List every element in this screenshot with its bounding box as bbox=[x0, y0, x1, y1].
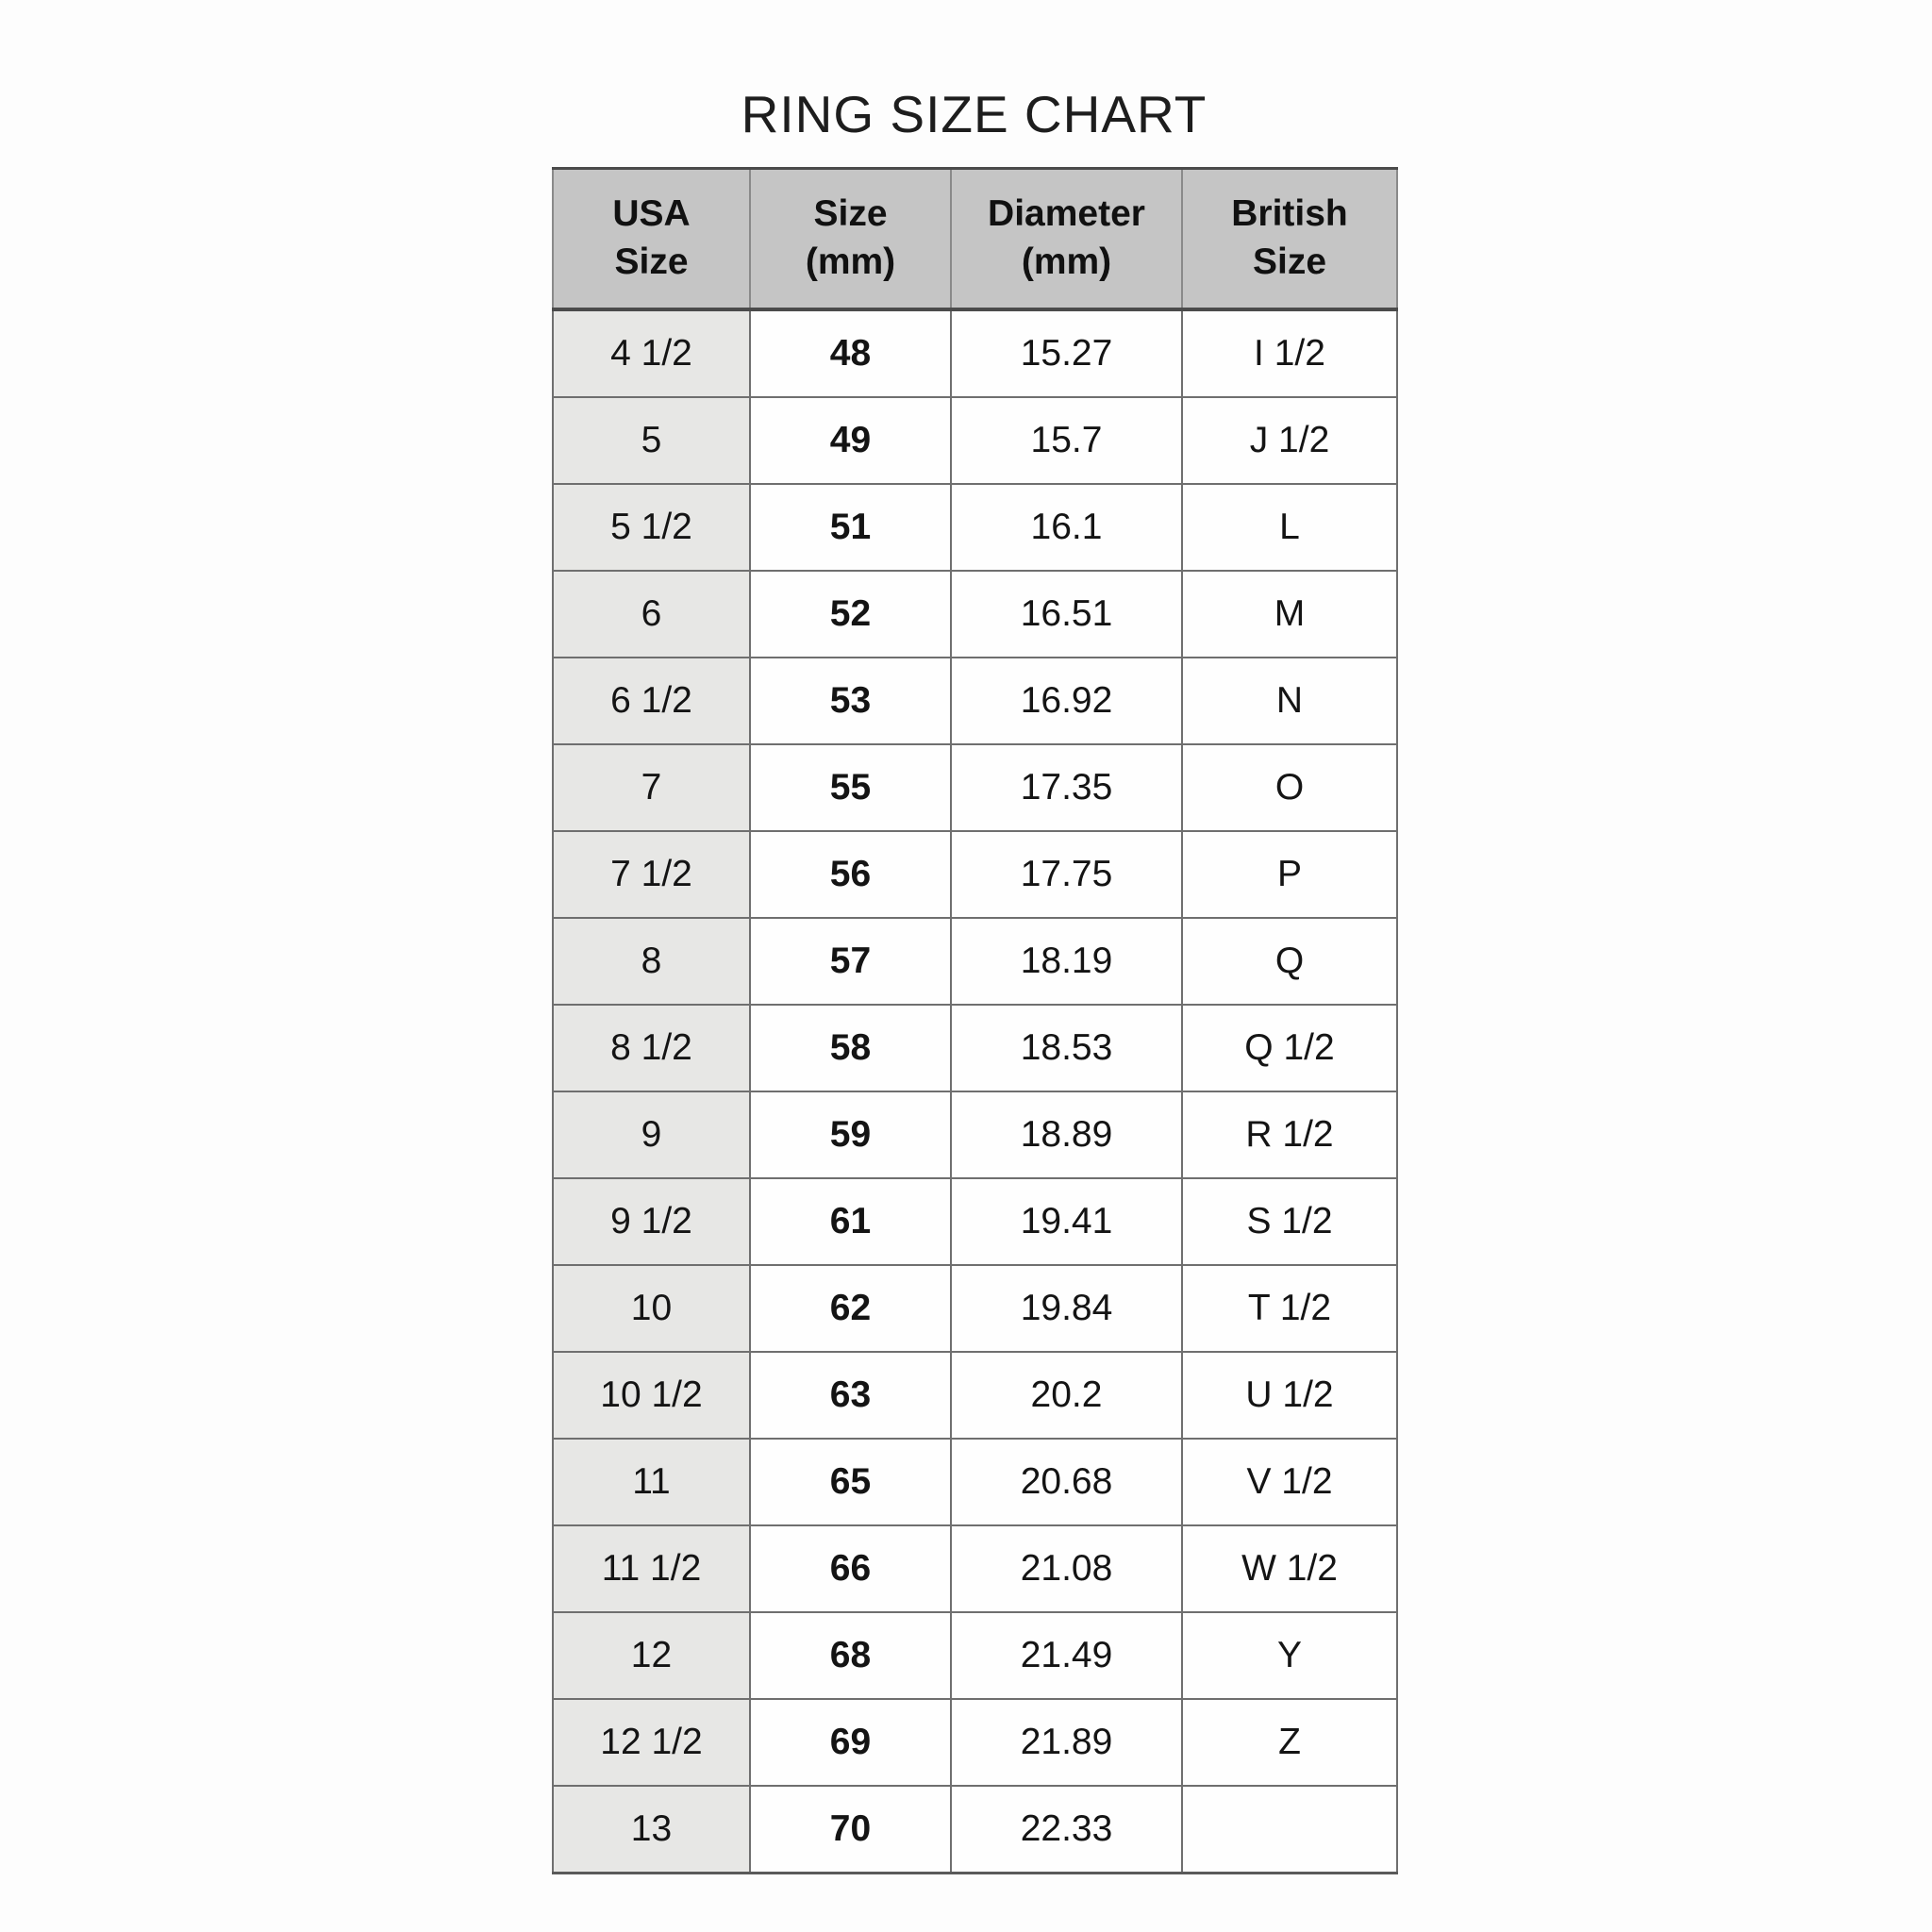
diameter-mm-cell: 19.41 bbox=[951, 1178, 1182, 1265]
table-header bbox=[553, 169, 1397, 310]
british-size-cell: Q bbox=[1182, 918, 1397, 1005]
table-row bbox=[553, 1699, 1397, 1786]
usa-size-cell: 9 1/2 bbox=[553, 1178, 750, 1265]
diameter-mm-cell: 17.35 bbox=[951, 744, 1182, 831]
table-row bbox=[553, 831, 1397, 918]
table-row bbox=[553, 1612, 1397, 1699]
usa-size-cell: 6 1/2 bbox=[553, 658, 750, 744]
diameter-mm-cell: 19.84 bbox=[951, 1265, 1182, 1352]
table-row bbox=[553, 1439, 1397, 1525]
british-size-cell: Y bbox=[1182, 1612, 1397, 1699]
table-body bbox=[553, 309, 1397, 1874]
size-mm-cell: 69 bbox=[750, 1699, 951, 1786]
header-line1: USA bbox=[612, 193, 691, 235]
size-mm-cell: 68 bbox=[750, 1612, 951, 1699]
diameter-mm-cell: 18.89 bbox=[951, 1091, 1182, 1178]
british-size-cell: N bbox=[1182, 658, 1397, 744]
ring-size-table bbox=[552, 167, 1398, 1874]
usa-size-cell: 7 bbox=[553, 744, 750, 831]
diameter-mm-cell: 15.27 bbox=[951, 309, 1182, 397]
usa-size-cell: 10 1/2 bbox=[553, 1352, 750, 1439]
diameter-mm-cell: 17.75 bbox=[951, 831, 1182, 918]
size-mm-cell: 49 bbox=[750, 397, 951, 484]
size-mm-cell: 57 bbox=[750, 918, 951, 1005]
header-line2: (mm) bbox=[1021, 242, 1112, 282]
header-line2: Size bbox=[1252, 242, 1327, 282]
size-mm-cell: 52 bbox=[750, 571, 951, 658]
british-size-cell bbox=[1182, 1786, 1397, 1874]
diameter-mm-cell: 16.1 bbox=[951, 484, 1182, 571]
header-line2: (mm) bbox=[805, 242, 896, 282]
british-size-cell: Z bbox=[1182, 1699, 1397, 1786]
diameter-mm-cell: 15.7 bbox=[951, 397, 1182, 484]
size-mm-cell: 66 bbox=[750, 1525, 951, 1612]
table-row bbox=[553, 1178, 1397, 1265]
british-size-cell: W 1/2 bbox=[1182, 1525, 1397, 1612]
header-line1: Diameter bbox=[988, 193, 1145, 235]
diameter-mm-cell: 20.2 bbox=[951, 1352, 1182, 1439]
usa-size-cell: 12 1/2 bbox=[553, 1699, 750, 1786]
size-mm-cell: 62 bbox=[750, 1265, 951, 1352]
british-size-cell: S 1/2 bbox=[1182, 1178, 1397, 1265]
size-mm-cell: 55 bbox=[750, 744, 951, 831]
british-size-cell: P bbox=[1182, 831, 1397, 918]
size-mm-cell: 51 bbox=[750, 484, 951, 571]
size-mm-cell: 53 bbox=[750, 658, 951, 744]
usa-size-cell: 5 1/2 bbox=[553, 484, 750, 571]
table-row bbox=[553, 1786, 1397, 1874]
usa-size-cell: 12 bbox=[553, 1612, 750, 1699]
diameter-mm-cell: 20.68 bbox=[951, 1439, 1182, 1525]
usa-size-cell: 8 bbox=[553, 918, 750, 1005]
british-size-cell: J 1/2 bbox=[1182, 397, 1397, 484]
header-row bbox=[553, 169, 1397, 310]
column-header-size-mm bbox=[750, 169, 951, 310]
diameter-mm-cell: 18.53 bbox=[951, 1005, 1182, 1091]
size-mm-cell: 70 bbox=[750, 1786, 951, 1874]
size-mm-cell: 59 bbox=[750, 1091, 951, 1178]
usa-size-cell: 7 1/2 bbox=[553, 831, 750, 918]
table-row bbox=[553, 484, 1397, 571]
british-size-cell: L bbox=[1182, 484, 1397, 571]
diameter-mm-cell: 21.08 bbox=[951, 1525, 1182, 1612]
diameter-mm-cell: 16.92 bbox=[951, 658, 1182, 744]
table-row bbox=[553, 744, 1397, 831]
british-size-cell: I 1/2 bbox=[1182, 309, 1397, 397]
diameter-mm-cell: 22.33 bbox=[951, 1786, 1182, 1874]
british-size-cell: T 1/2 bbox=[1182, 1265, 1397, 1352]
british-size-cell: Q 1/2 bbox=[1182, 1005, 1397, 1091]
british-size-cell: R 1/2 bbox=[1182, 1091, 1397, 1178]
usa-size-cell: 6 bbox=[553, 571, 750, 658]
diameter-mm-cell: 18.19 bbox=[951, 918, 1182, 1005]
table-row bbox=[553, 1525, 1397, 1612]
column-header-british-size bbox=[1182, 169, 1397, 310]
british-size-cell: M bbox=[1182, 571, 1397, 658]
diameter-mm-cell: 21.49 bbox=[951, 1612, 1182, 1699]
british-size-cell: V 1/2 bbox=[1182, 1439, 1397, 1525]
diameter-mm-cell: 16.51 bbox=[951, 571, 1182, 658]
usa-size-cell: 5 bbox=[553, 397, 750, 484]
header-line1: Size bbox=[813, 193, 888, 235]
usa-size-cell: 4 1/2 bbox=[553, 309, 750, 397]
usa-size-cell: 13 bbox=[553, 1786, 750, 1874]
size-mm-cell: 48 bbox=[750, 309, 951, 397]
page-title: RING SIZE CHART bbox=[741, 85, 1208, 143]
british-size-cell: O bbox=[1182, 744, 1397, 831]
usa-size-cell: 11 bbox=[553, 1439, 750, 1525]
british-size-cell: U 1/2 bbox=[1182, 1352, 1397, 1439]
diameter-mm-cell: 21.89 bbox=[951, 1699, 1182, 1786]
table-row bbox=[553, 1352, 1397, 1439]
size-mm-cell: 65 bbox=[750, 1439, 951, 1525]
table-row bbox=[553, 1091, 1397, 1178]
header-line2: Size bbox=[614, 242, 689, 282]
table-row bbox=[553, 397, 1397, 484]
header-line1: British bbox=[1231, 193, 1348, 235]
column-header-usa-size bbox=[553, 169, 750, 310]
table-row bbox=[553, 658, 1397, 744]
column-header-diameter-mm bbox=[951, 169, 1182, 310]
size-mm-cell: 56 bbox=[750, 831, 951, 918]
size-mm-cell: 58 bbox=[750, 1005, 951, 1091]
usa-size-cell: 8 1/2 bbox=[553, 1005, 750, 1091]
table-row bbox=[553, 1265, 1397, 1352]
usa-size-cell: 10 bbox=[553, 1265, 750, 1352]
size-mm-cell: 61 bbox=[750, 1178, 951, 1265]
table-row bbox=[553, 309, 1397, 397]
usa-size-cell: 9 bbox=[553, 1091, 750, 1178]
table-row bbox=[553, 918, 1397, 1005]
table-row bbox=[553, 571, 1397, 658]
size-mm-cell: 63 bbox=[750, 1352, 951, 1439]
table-row bbox=[553, 1005, 1397, 1091]
usa-size-cell: 11 1/2 bbox=[553, 1525, 750, 1612]
